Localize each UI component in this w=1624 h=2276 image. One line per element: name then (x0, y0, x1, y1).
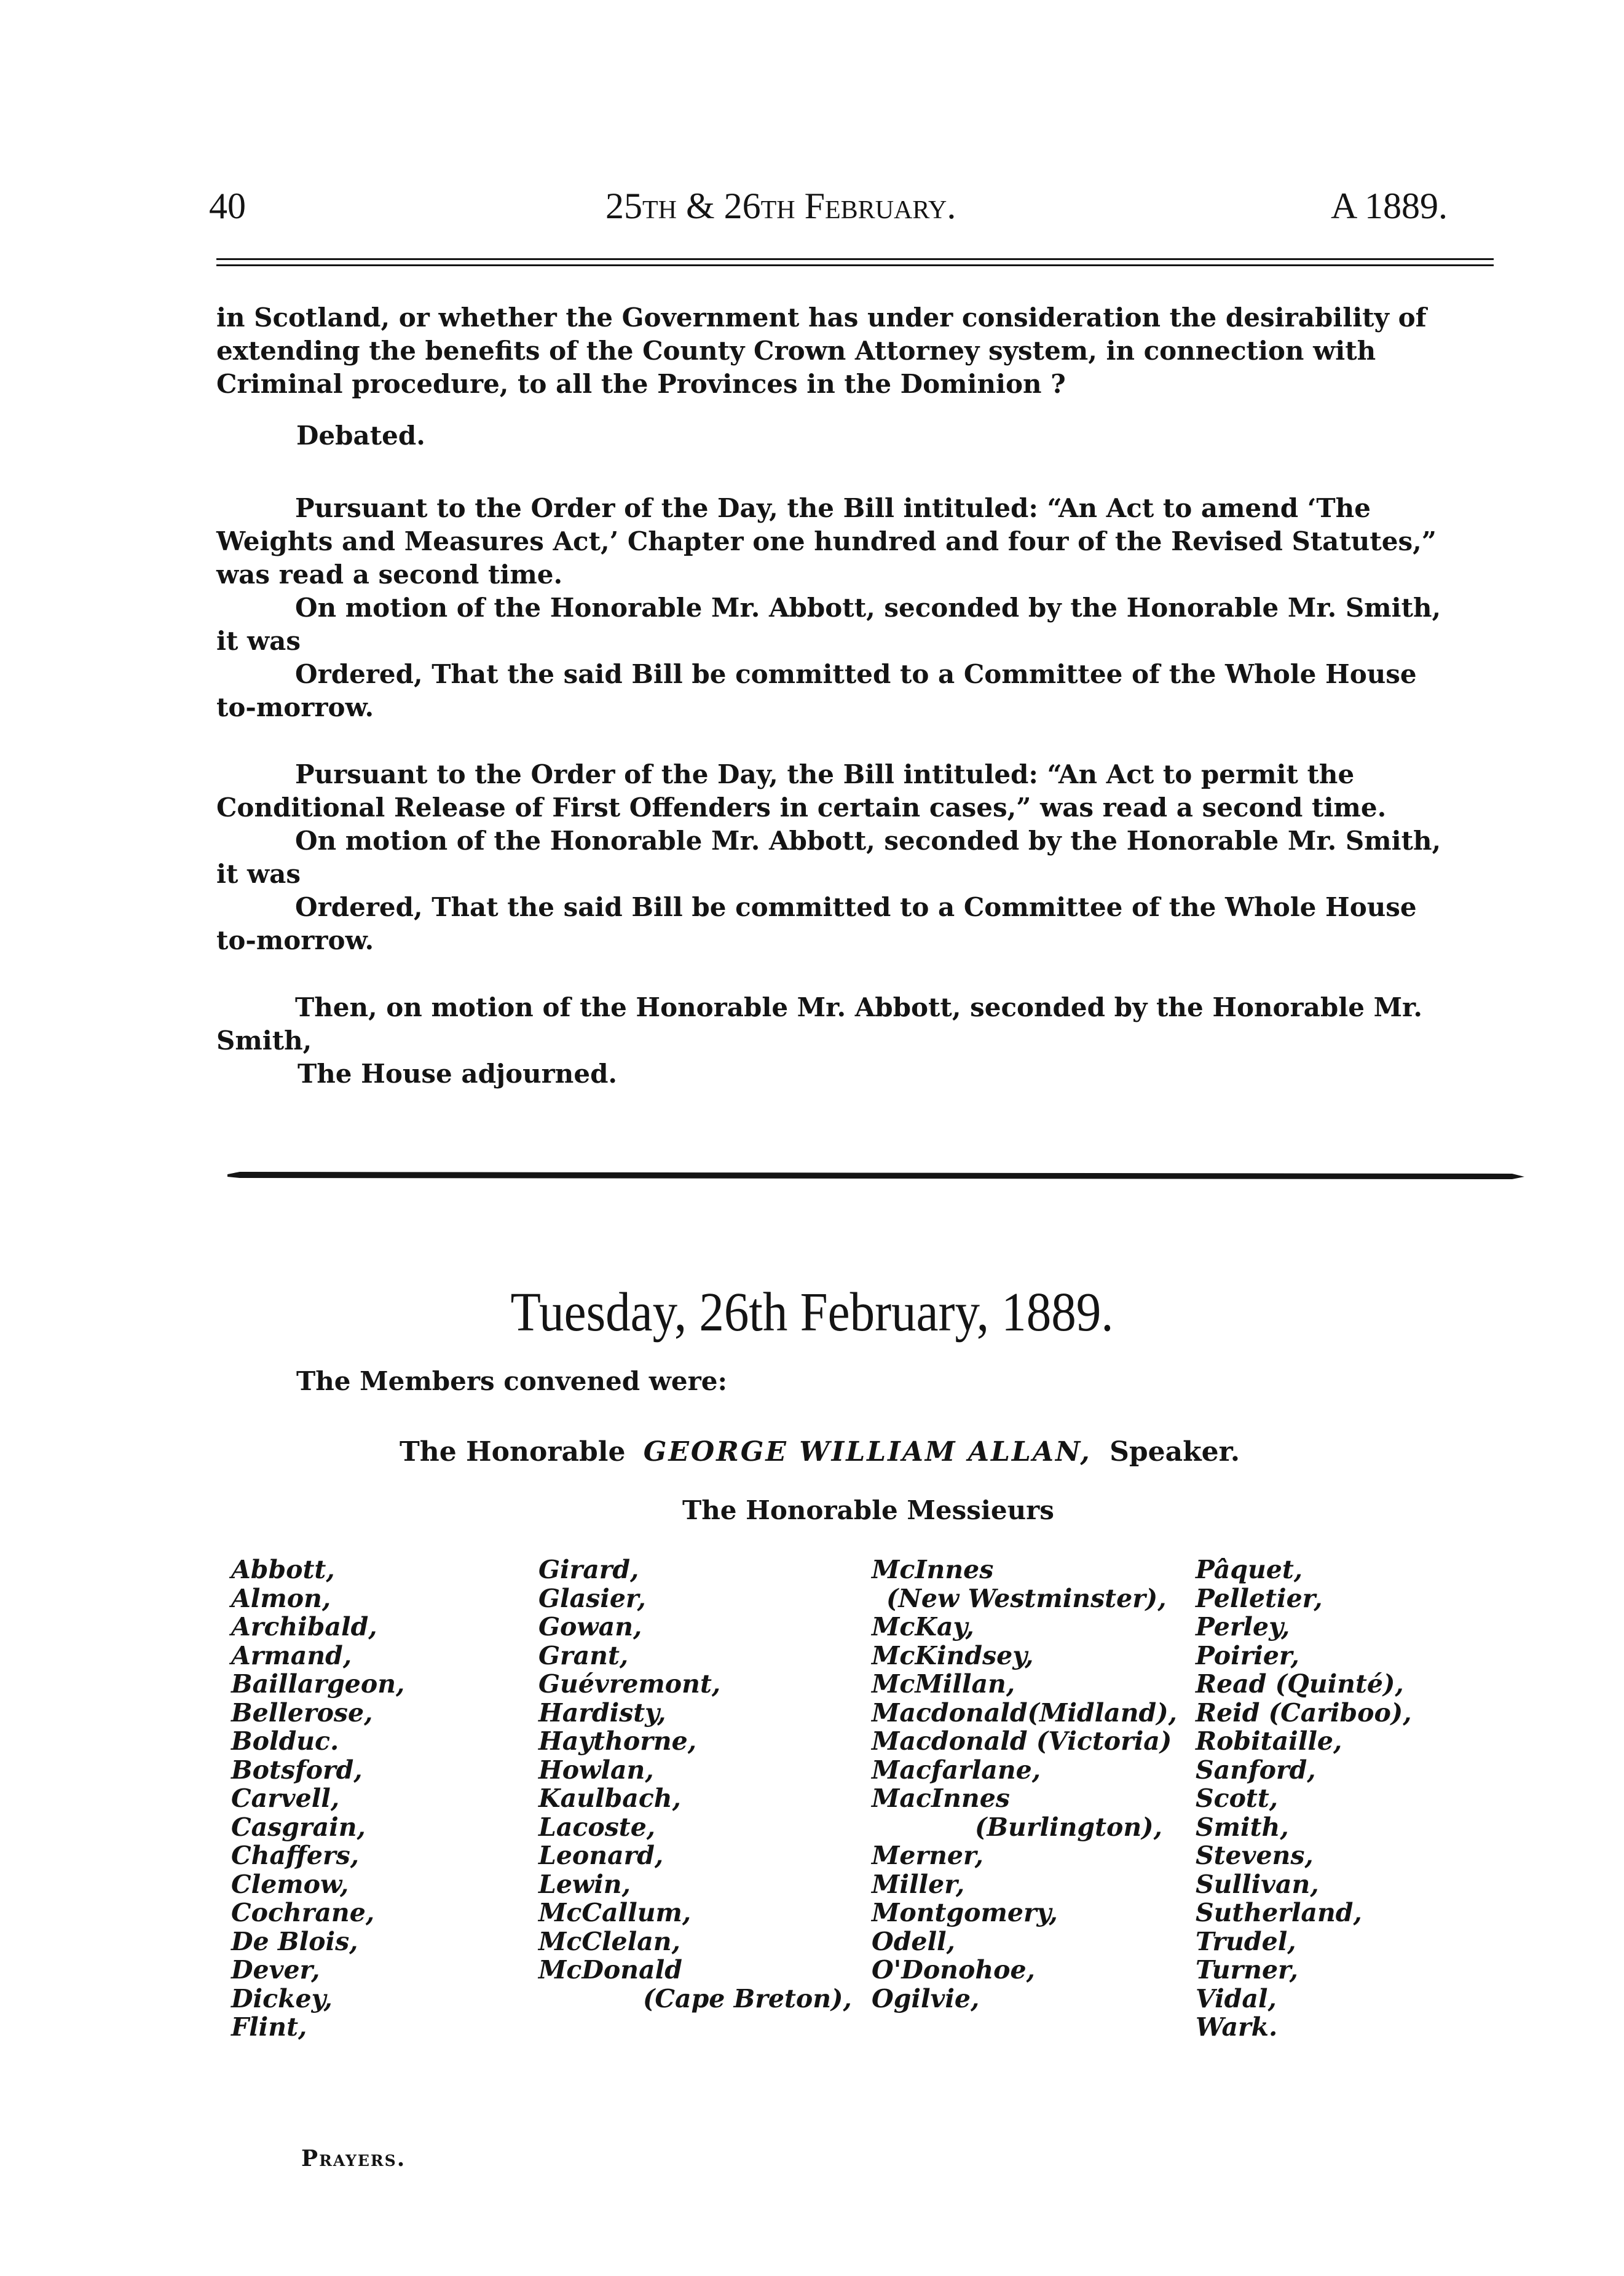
member-name: Girard, (538, 1555, 639, 1584)
member-name: Sullivan, (1196, 1869, 1319, 1899)
paragraph-ordered-2: Ordered, That the said Bill be committed to a Committee of the Whole House to-morrow. (216, 892, 1417, 955)
members-convened: The Members convened were: (296, 1366, 727, 1396)
speaker-prefix: The Honorable (400, 1436, 626, 1468)
members-column-4 (1196, 1555, 1411, 2042)
header-year: A 1889. (1331, 186, 1448, 226)
member-name: Hardisty, (538, 1697, 666, 1728)
member-name: Perley, (1196, 1612, 1290, 1642)
paragraph-question-continuation: in Scotland, or whether the Government has under consideration the desirability of extending the benefits of the County Crown Attorney system, in connection with Criminal procedure, to all the Provinces in the Dominion ? (216, 302, 1427, 399)
member-name: (Cape Breton), (643, 1983, 852, 2013)
member-name: Stevens, (1196, 1841, 1314, 1870)
member-name: Cochrane, (231, 1898, 375, 1927)
member-name: McKay, (872, 1612, 974, 1642)
messieurs-heading: The Honorable Messieurs (682, 1495, 1054, 1525)
member-name: Ogilvie, (872, 1983, 980, 2013)
header-date: 25th & 26th February. (605, 186, 956, 226)
member-name: McDonald (538, 1955, 682, 1985)
member-name: Bellerose, (231, 1697, 373, 1728)
member-name: Guévremont, (538, 1669, 721, 1699)
section-divider (227, 1168, 1524, 1183)
member-name: Scott, (1196, 1784, 1279, 1813)
member-name: Carvell, (231, 1784, 340, 1813)
member-name: Dickey, (231, 1983, 333, 2013)
paragraph-weights-bill: Pursuant to the Order of the Day, the Bill intituled: “An Act to amend ‘The Weights and Measures Act,’ Chapter one hundred and four of the Revised Statutes,” was read a second time. (216, 493, 1437, 590)
member-name: McClelan, (538, 1926, 680, 1956)
member-name: O'Donohoe, (872, 1955, 1035, 1985)
paragraph-debated: Debated. (296, 421, 425, 451)
member-name: Chaffers, (231, 1841, 359, 1870)
member-name: McInnes (872, 1555, 994, 1584)
member-name: Flint, (231, 2012, 307, 2042)
paragraph-motion-2: On motion of the Honorable Mr. Abbott, seconded by the Honorable Mr. Smith, it was (216, 826, 1441, 889)
member-name: Casgrain, (231, 1812, 366, 1842)
speaker-line (400, 1436, 1240, 1469)
paragraph-motion-1: On motion of the Honorable Mr. Abbott, seconded by the Honorable Mr. Smith, it was (216, 593, 1441, 656)
member-name: Poirier, (1196, 1640, 1299, 1670)
member-name: MacInnes (872, 1784, 1010, 1813)
member-name: Smith, (1196, 1812, 1289, 1842)
member-name: Grant, (538, 1640, 629, 1670)
member-name: Almon, (231, 1583, 331, 1613)
member-name: Turner, (1196, 1955, 1298, 1985)
member-name: Haythorne, (538, 1726, 696, 1756)
member-name: Odell, (872, 1926, 955, 1956)
member-name: Robitaille, (1196, 1726, 1342, 1756)
member-name: Botsford, (231, 1755, 363, 1785)
members-column-2 (538, 1555, 852, 2013)
member-name: Dever, (231, 1955, 320, 1985)
member-name: Macfarlane, (872, 1755, 1041, 1785)
paragraph-ordered-1: Ordered, That the said Bill be committed to a Committee of the Whole House to-morrow. (216, 659, 1417, 722)
member-name: Trudel, (1196, 1926, 1296, 1956)
member-name: Lewin, (538, 1869, 631, 1899)
member-name: Archibald, (231, 1612, 377, 1642)
members-column-1 (231, 1555, 404, 2042)
member-name: Abbott, (231, 1555, 335, 1584)
member-name: Sutherland, (1196, 1898, 1362, 1927)
member-name: De Blois, (231, 1926, 358, 1956)
member-name: McKindsey, (872, 1640, 1034, 1670)
member-name: Clemow, (231, 1869, 349, 1899)
prayers-heading: Prayers. (301, 2146, 406, 2171)
member-name: (New Westminster), (886, 1583, 1167, 1613)
member-name: Miller, (872, 1869, 965, 1899)
paragraph-house-adjourned: The House adjourned. (298, 1059, 618, 1089)
member-name: Lacoste, (538, 1812, 656, 1842)
member-name: Pâquet, (1196, 1555, 1303, 1584)
member-name: Howlan, (538, 1755, 654, 1785)
member-name: Armand, (231, 1640, 352, 1670)
header-rule-top (216, 258, 1494, 260)
member-name: Montgomery, (872, 1898, 1058, 1927)
paragraph-offenders-bill: Pursuant to the Order of the Day, the Bill intituled: “An Act to permit the Conditional Release of First Offenders in certain cases,” was read a second time. (216, 759, 1387, 823)
member-name: Wark. (1196, 2012, 1278, 2042)
member-name: Merner, (872, 1841, 983, 1870)
speaker-name: GEORGE WILLIAM ALLAN, (643, 1436, 1092, 1468)
member-name: Kaulbach, (538, 1784, 681, 1813)
members-column-3 (872, 1555, 1177, 2013)
member-name: Macdonald (Victoria) (872, 1726, 1172, 1756)
section-title: Tuesday, 26th February, 1889. (510, 1282, 1114, 1343)
member-name: McMillan, (872, 1669, 1015, 1699)
member-name: Sanford, (1196, 1755, 1316, 1785)
member-name: Macdonald(Midland), (872, 1697, 1177, 1728)
paragraph-adjournment-motion: Then, on motion of the Honorable Mr. Abbott, seconded by the Honorable Mr. Smith, (216, 992, 1422, 1056)
page-number: 40 (209, 186, 246, 226)
member-name: Gowan, (538, 1612, 642, 1642)
member-name: Read (Quinté), (1196, 1669, 1404, 1699)
member-name: Leonard, (538, 1841, 664, 1870)
member-name: Baillargeon, (231, 1669, 405, 1699)
member-name: (Burlington), (975, 1812, 1162, 1842)
member-name: Reid (Cariboo), (1196, 1697, 1412, 1728)
member-name: Bolduc. (231, 1726, 339, 1756)
member-name: Pelletier, (1196, 1583, 1323, 1613)
member-name: Vidal, (1196, 1983, 1277, 2013)
header-rule-bottom (216, 264, 1494, 266)
member-name: McCallum, (538, 1898, 692, 1927)
member-name: Glasier, (538, 1583, 646, 1613)
speaker-role: Speaker. (1110, 1436, 1240, 1468)
